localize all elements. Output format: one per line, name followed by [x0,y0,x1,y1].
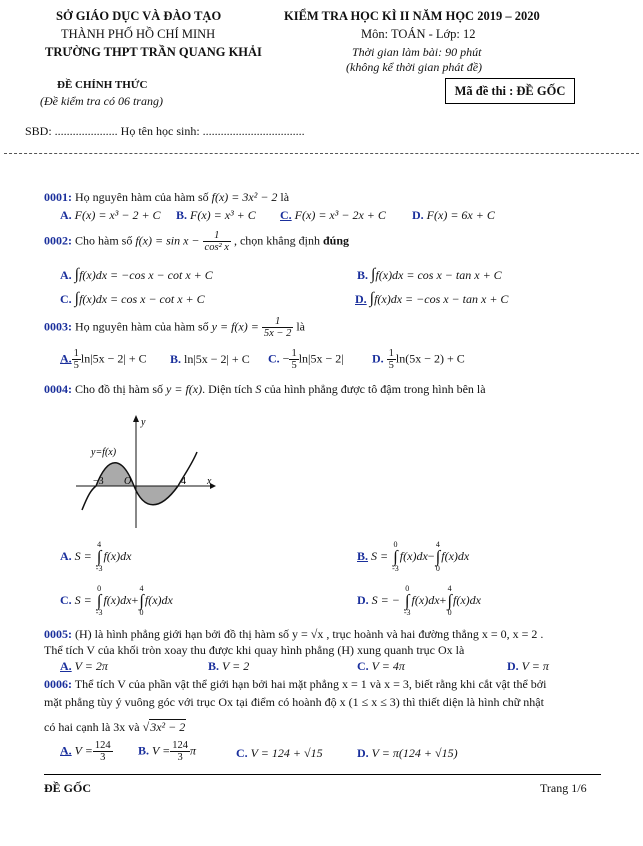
q1-tail: là [280,190,290,204]
pages-note: (Đề kiểm tra có 06 trang) [40,94,163,108]
q3-opt-d[interactable]: D. $\frac{1}{5}$ ln(5x − 2) + C [372,348,465,371]
q4-opt-d[interactable]: D. S = − 0 ∫ -3f(x)dx+4 ∫ 0f(x)dx [357,584,481,617]
q1-label: 0001: [44,190,72,204]
q6-opt-c[interactable]: C. V = 124 + √15 [236,746,323,760]
q5-opt-d[interactable]: D. V = π [507,659,549,673]
exam-time-note: (không kể thời gian phát đề) [346,60,483,74]
q5-opt-c[interactable]: C. V = 4π [357,659,405,673]
question-2: 0002: Cho hàm số f(x) = sin x − $\frac{1}{\text{cos² x}}$ , chọn khẳng định đúng [44,230,349,253]
area-graph [74,412,224,530]
exam-title: KIỂM TRA HỌC KÌ II NĂM HỌC 2019 – 2020 [284,9,540,23]
q6-opt-d[interactable]: D. V = π(124 + √15) [357,746,458,760]
sbd-line: SBD: ..................... Họ tên học sinh: .................................. [25,124,305,138]
question-1 [44,190,289,205]
tick-minus3: −3 [93,476,104,487]
shaded-region [134,486,178,505]
subject: Môn: TOÁN - Lớp: 12 [361,27,476,41]
origin-label: O [124,476,132,487]
q2-opt-b[interactable]: B. ∫f(x)dx = cos x − tan x + C [357,266,502,283]
exam-time: Thời gian làm bài: 90 phút [352,45,482,59]
city-name: THÀNH PHỐ HỒ CHÍ MINH [61,27,216,41]
tick-4: 4 [181,476,186,487]
question-5-line2: Thể tích V của khối tròn xoay thu được khi quay hình phẳng (H) xung quanh trục Ox là [44,643,465,657]
dept-name: SỞ GIÁO DỤC VÀ ĐÀO TẠO [56,9,222,23]
page-number: Trang 1/6 [540,781,587,795]
question-6: 0006: Thể tích V của phần vật thể giới hạn bởi hai mặt phẳng x = 1 và x = 3, biết rằng khi cắt vật thể bởi [44,677,547,691]
q4-opt-a[interactable]: A. S = 4 ∫ -3f(x)dx [60,540,132,573]
q6-opt-a[interactable]: A. V = $\frac{124}{3}$ [60,740,111,763]
footer-left: ĐỀ GỐC [44,781,92,795]
exam-code-box: Mã đề thi : ĐỀ GỐC [445,78,575,104]
q1-opt-c[interactable]: C. F(x) = x³ − 2x + C [280,208,386,222]
q3-opt-a[interactable]: A. $\frac{1}{5}$ ln|5x − 2| + C [60,348,147,371]
q5-opt-a[interactable]: A. V = 2π [60,659,108,673]
q1-opt-d[interactable]: D. F(x) = 6x + C [412,208,495,222]
curve-label: y=f(x) [91,447,117,458]
q2-opt-c[interactable]: C. ∫f(x)dx = cos x − cot x + C [60,290,205,307]
official-label: ĐỀ CHÍNH THỨC [57,79,148,91]
q5-opt-b[interactable]: B. V = 2 [208,659,250,673]
footer-rule [44,774,601,775]
question-4: 0004: Cho đồ thị hàm số y = f(x). Diện tích S của hình phẳng được tô đậm trong hình bên là [44,382,486,396]
question-3: 0003: Họ nguyên hàm của hàm số y = f(x) = $\frac{1}{5x - 2}$ là [44,316,305,339]
x-axis-label: x [207,476,212,487]
q2-opt-a[interactable]: A. ∫f(x)dx = −cos x − cot x + C [60,266,213,283]
question-5: 0005: (H) là hình phẳng giới hạn bởi đồ thị hàm số y = √x , trục hoành và hai đường thẳng x = 0, x = 2 . [44,627,544,641]
q1-opt-a[interactable]: A. F(x) = x³ − 2 + C [60,208,161,222]
school-name: TRƯỜNG THPT TRẦN QUANG KHẢI [45,45,262,59]
question-6-line2: mặt phẳng tùy ý vuông góc với trục Ox tại điểm có hoành độ x (1 ≤ x ≤ 3) thì thiết diện là hình chữ nhật [44,695,544,709]
q3-opt-c[interactable]: C. − $\frac{1}{5}$ ln|5x − 2| [268,348,344,371]
question-6-line3: có hai cạnh là 3x và √3x² − 2 [44,720,186,734]
q6-opt-b[interactable]: B. V = $\frac{124}{3}$ π [138,740,196,763]
y-axis-label: y [141,417,146,428]
q4-opt-c[interactable]: C. S = 0 ∫ -3f(x)dx+4 ∫ 0f(x)dx [60,584,173,617]
q1-func: f(x) = 3x² − 2 [211,190,278,204]
q2-opt-d[interactable]: D. ∫f(x)dx = −cos x − tan x + C [355,290,509,307]
q4-opt-b[interactable]: B. S = 0 ∫ -3f(x)dx−4 ∫ 0f(x)dx [357,540,470,573]
q1-opt-b[interactable]: B. F(x) = x³ + C [176,208,256,222]
q3-opt-b[interactable]: B. ln|5x − 2| + C [170,352,250,366]
separator [4,153,639,154]
q1-text: Họ nguyên hàm của hàm số [75,190,209,204]
